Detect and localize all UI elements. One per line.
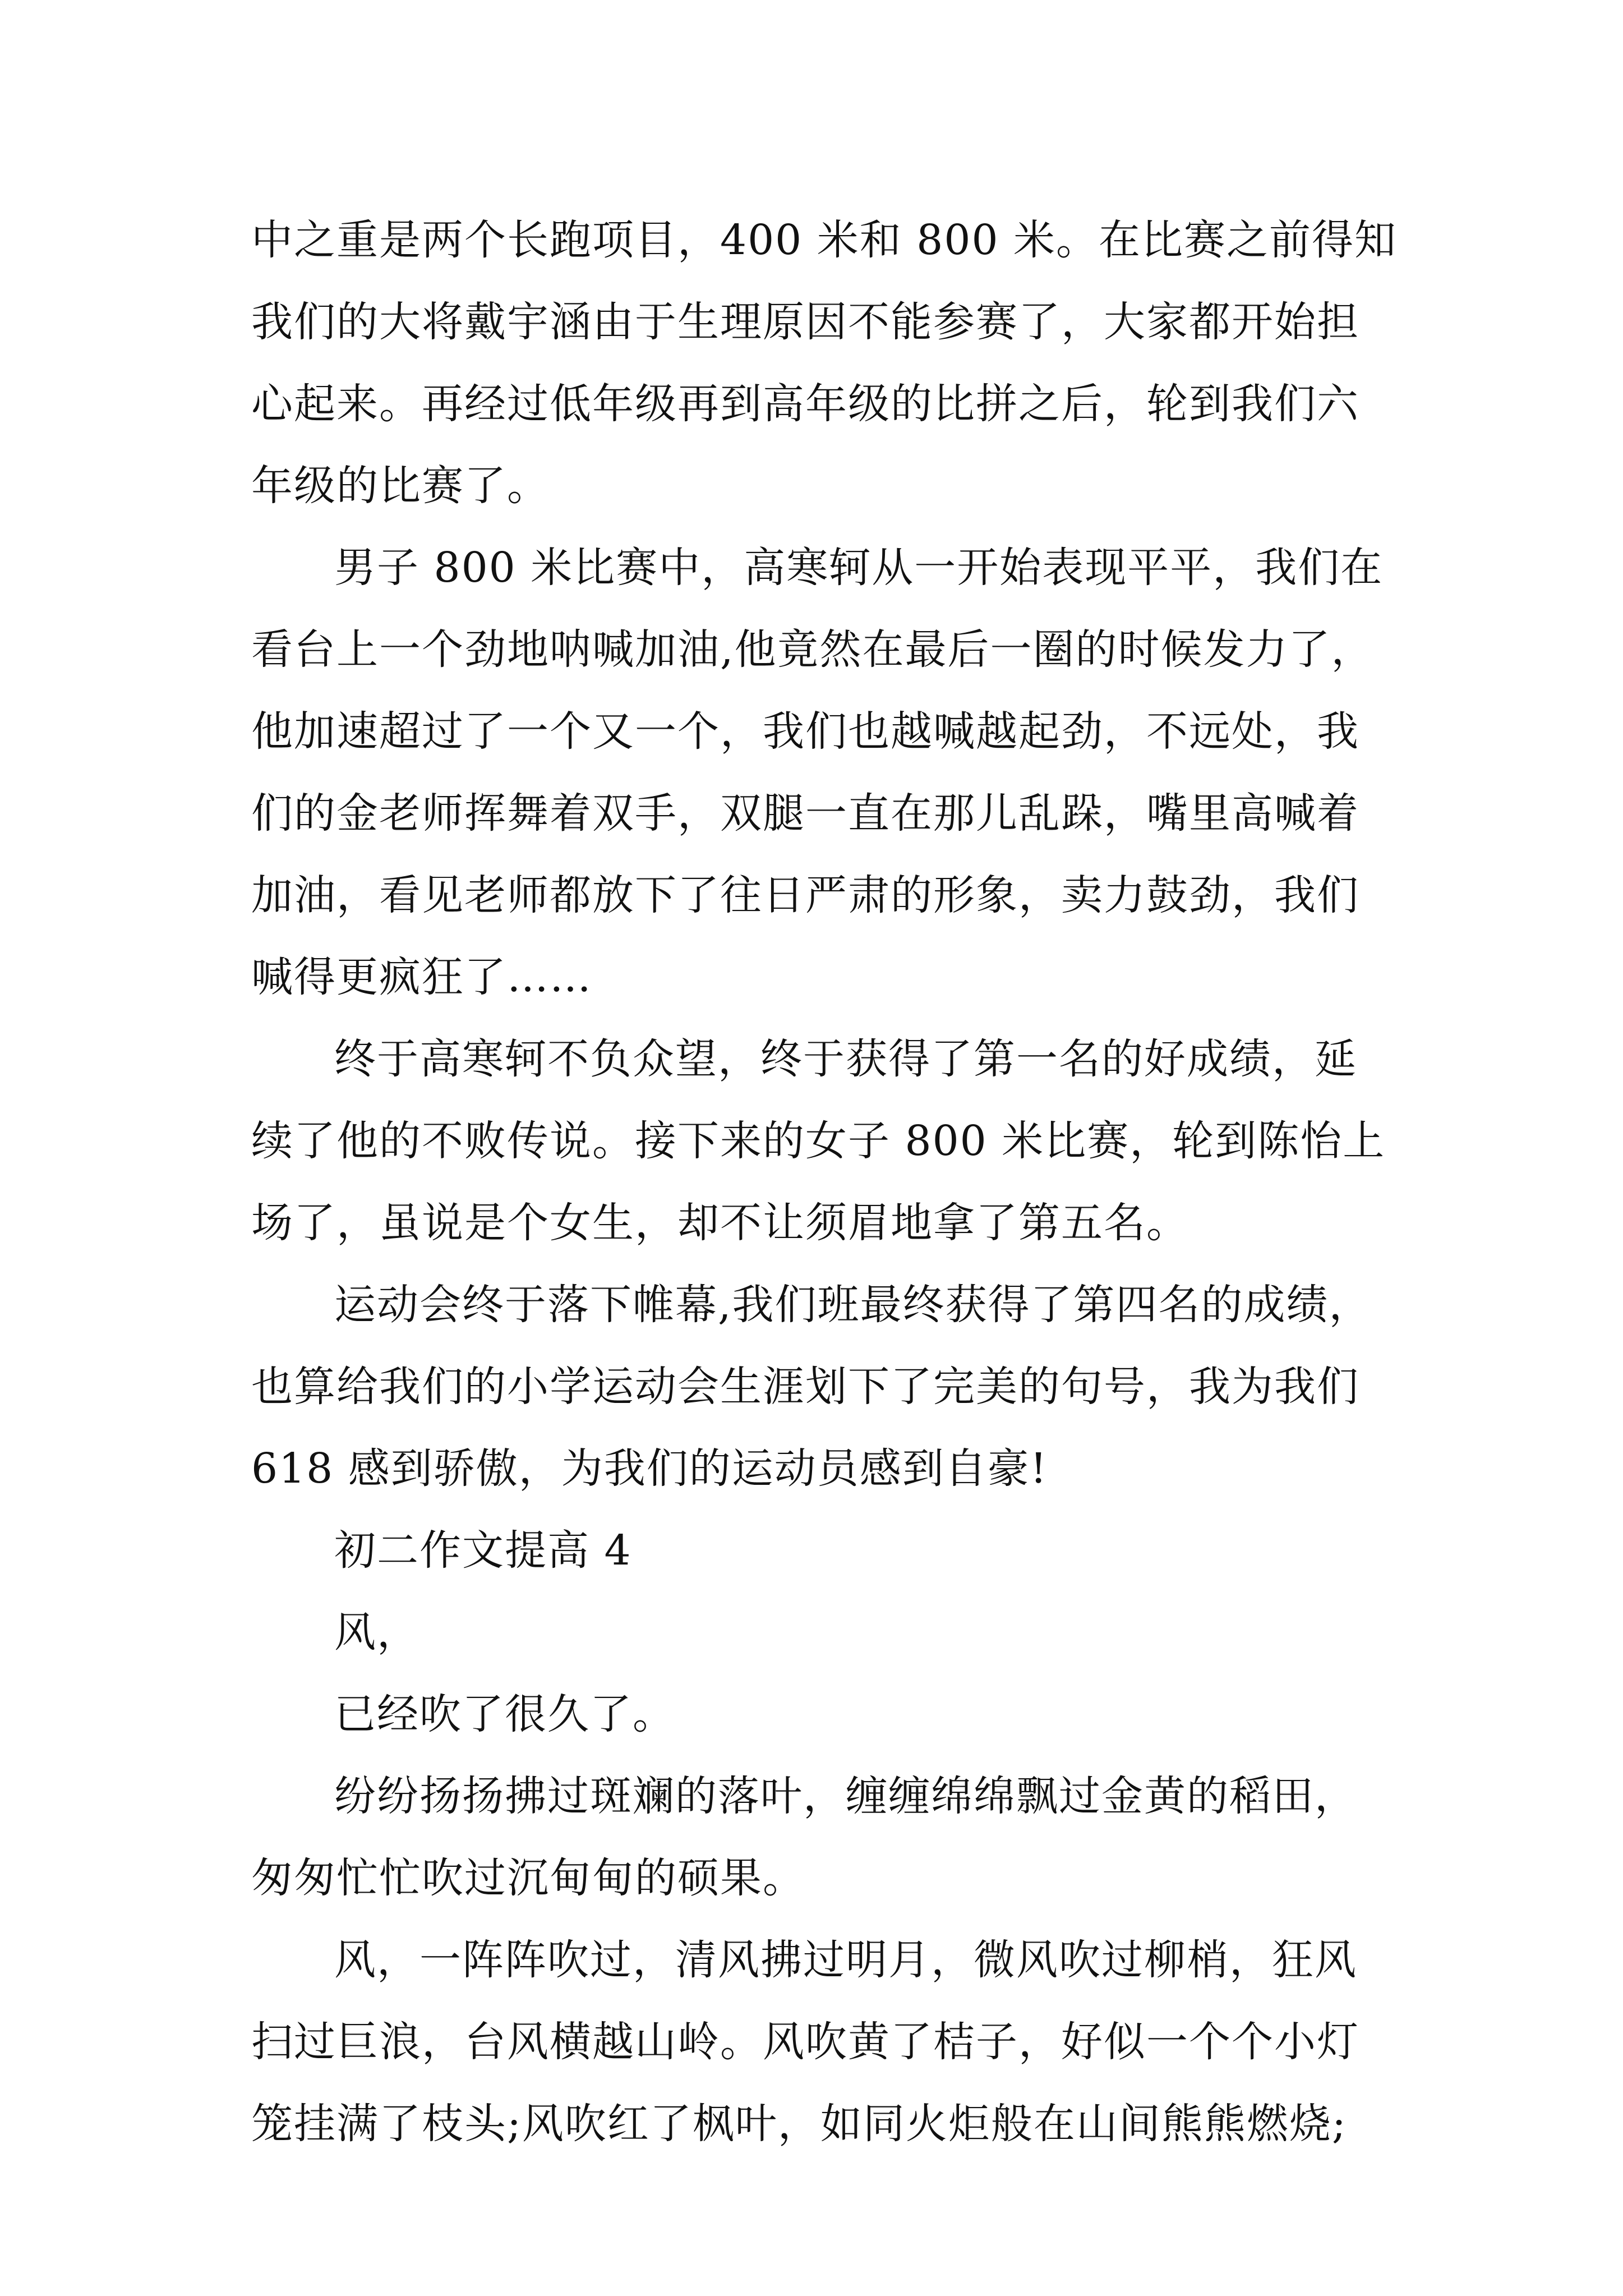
text-line: 场了，虽说是个女生，却不让须眉地拿了第五名。 <box>251 1199 1189 1247</box>
text-line: 续了他的不败传说。接下来的女子 800 米比赛，轮到陈怡上 <box>251 1117 1386 1165</box>
text-line: 心起来。再经过低年级再到高年级的比拼之后，轮到我们六 <box>251 380 1359 428</box>
text-line: 纷纷扬扬拂过斑斓的落叶，缠缠绵绵飘过金黄的稻田， <box>334 1772 1357 1820</box>
text-line: 也算给我们的小学运动会生涯划下了完美的句号，我为我们 <box>251 1363 1359 1411</box>
text-line: 匆匆忙忙吹过沉甸甸的硕果。 <box>251 1854 805 1902</box>
text-line: 年级的比赛了。 <box>251 462 550 510</box>
text-line: 运动会终于落下帷幕,我们班最终获得了第四名的成绩， <box>334 1281 1372 1329</box>
text-line: 中之重是两个长跑项目，400 米和 800 米。在比赛之前得知 <box>251 216 1398 264</box>
text-line: 看台上一个劲地呐喊加油,他竟然在最后一圈的时候发力了， <box>251 625 1374 674</box>
text-line: 618 感到骄傲，为我们的运动员感到自豪! <box>251 1444 1048 1493</box>
text-line: 男子 800 米比赛中，高寒轲从一开始表现平平，我们在 <box>334 544 1384 592</box>
section-heading: 初二作文提高 4 <box>334 1526 632 1575</box>
text-line: 终于高寒轲不负众望，终于获得了第一名的好成绩，延 <box>334 1035 1357 1083</box>
text-line: 风，一阵阵吹过，清风拂过明月，微风吹过柳梢，狂风 <box>334 1936 1357 1984</box>
text-line: 风， <box>334 1608 419 1657</box>
text-line: 喊得更疯狂了…… <box>251 953 592 1001</box>
body-text <box>251 199 1398 2165</box>
text-line: 他加速超过了一个又一个，我们也越喊越起劲，不远处，我 <box>251 707 1359 756</box>
text-line: 已经吹了很久了。 <box>334 1690 675 1738</box>
text-line: 我们的大将戴宇涵由于生理原因不能参赛了，大家都开始担 <box>251 298 1359 346</box>
text-line: 笼挂满了枝头;风吹红了枫叶，如同火炬般在山间熊熊燃烧; <box>251 2100 1347 2148</box>
text-line: 们的金老师挥舞着双手，双腿一直在那儿乱跺，嘴里高喊着 <box>251 789 1359 838</box>
text-line: 加油，看见老师都放下了往日严肃的形象，卖力鼓劲，我们 <box>251 871 1359 919</box>
text-line: 扫过巨浪，台风横越山岭。风吹黄了桔子，好似一个个小灯 <box>251 2018 1359 2066</box>
